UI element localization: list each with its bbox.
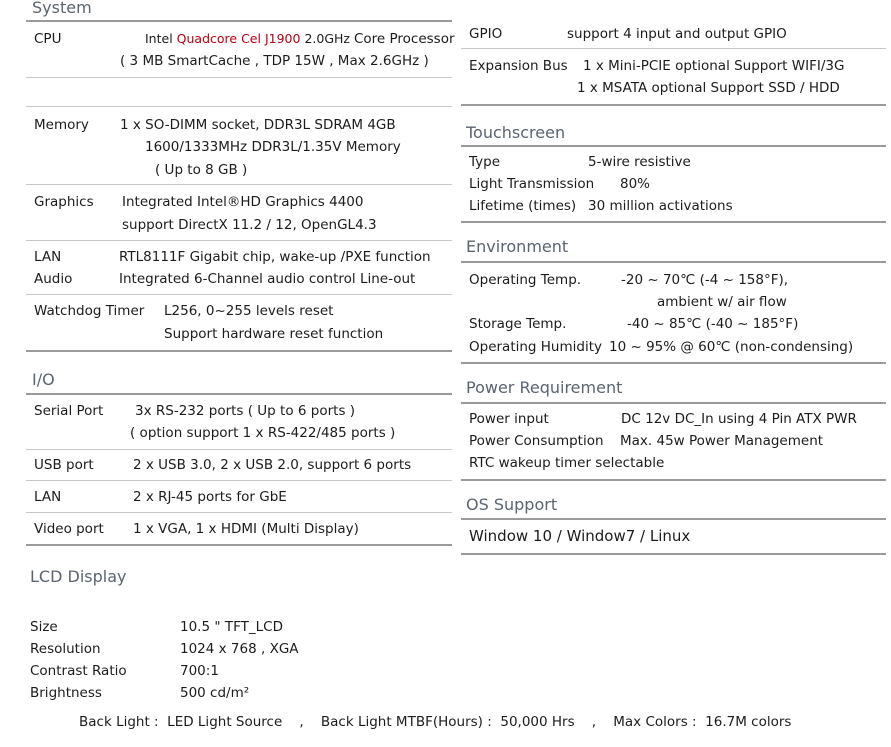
cpu-value [145, 29, 455, 49]
power-input-label: Power input [469, 411, 549, 427]
expansion-bus-line-2: 1 x MSATA optional Support SSD / HDD [577, 80, 840, 96]
cpu-cache-line: ( 3 MB SmartCache , TDP 15W , Max 2.6GHz ) [120, 53, 429, 69]
usb-port-value: 2 x USB 3.0, 2 x USB 2.0, support 6 ports [133, 457, 412, 473]
expansion-bus-label: Expansion Bus [469, 58, 568, 74]
rule [26, 240, 452, 241]
power-input-value: DC 12v DC_In using 4 Pin ATX PWR [621, 411, 857, 427]
lcd-size-value: 10.5 " TFT_LCD [180, 619, 283, 635]
lcd-resolution-label: Resolution [30, 641, 101, 657]
audio-label: Audio [34, 271, 73, 287]
graphics-label: Graphics [34, 194, 94, 210]
humidity-label: Operating Humidity [469, 339, 602, 355]
graphics-line-2: support DirectX 11.2 / 12, OpenGL4.3 [122, 217, 377, 233]
cpu-suffix: Core Processor [353, 31, 455, 47]
serial-port-line-2: ( option support 1 x RS-422/485 ports ) [130, 425, 396, 441]
usb-port-label: USB port [34, 457, 94, 473]
touch-type-value: 5-wire resistive [588, 154, 691, 170]
touchscreen-bottom-rule [461, 221, 886, 223]
storage-temp-value: -40 ~ 85℃ (-40 ~ 185°F) [627, 316, 799, 332]
io-lan-label: LAN [34, 489, 62, 505]
lan-label: LAN [34, 249, 62, 265]
lifetime-value: 30 million activations [588, 198, 733, 214]
rule [26, 480, 452, 481]
operating-temp-label: Operating Temp. [469, 272, 582, 288]
serial-port-label: Serial Port [34, 403, 104, 419]
gpio-value: support 4 input and output GPIO [567, 26, 787, 42]
system-bottom-rule [26, 350, 452, 352]
cpu-frequency: 2.0GHz [304, 31, 350, 46]
audio-value: Integrated 6-Channel audio control Line-out [119, 271, 416, 287]
video-port-value: 1 x VGA, 1 x HDMI (Multi Display) [133, 521, 359, 537]
rtc-wakeup: RTC wakeup timer selectable [469, 455, 665, 471]
lcd-contrast-value: 700:1 [180, 663, 219, 679]
gpio-label: GPIO [469, 26, 503, 42]
power-bottom-rule [461, 479, 886, 481]
system-top-rule [26, 20, 452, 22]
rule [26, 512, 452, 513]
light-transmission-value: 80% [620, 176, 651, 192]
os-top-rule [461, 518, 886, 520]
rule [26, 77, 452, 78]
light-transmission-label: Light Transmission [469, 176, 595, 192]
lcd-contrast-label: Contrast Ratio [30, 663, 127, 679]
power-consumption-value: Max. 45w Power Management [620, 433, 824, 449]
memory-line-3: ( Up to 8 GB ) [155, 162, 248, 178]
power-consumption-label: Power Consumption [469, 433, 604, 449]
watchdog-line-1: L256, 0~255 levels reset [164, 303, 334, 319]
power-top-rule [461, 402, 886, 404]
lcd-display-title: LCD Display [30, 567, 127, 586]
io-title: I/O [32, 370, 55, 389]
power-title: Power Requirement [466, 378, 623, 397]
rule [461, 48, 886, 49]
environment-bottom-rule [461, 362, 886, 364]
touchscreen-top-rule [461, 145, 886, 147]
os-support-title: OS Support [466, 495, 558, 514]
lcd-footer-specs: Back Light : LED Light Source , Back Light MTBF(Hours) : 50,000 Hrs , Max Colors : 16.7M colors [79, 714, 792, 730]
environment-top-rule [461, 261, 886, 263]
rule [26, 294, 452, 295]
memory-label: Memory [34, 117, 89, 133]
expansion-bus-line-1: 1 x Mini-PCIE optional Support WIFI/3G [583, 58, 845, 74]
touch-type-label: Type [469, 154, 501, 170]
humidity-value: 10 ~ 95% @ 60℃ (non-condensing) [609, 339, 854, 355]
io-top-rule [26, 393, 452, 395]
storage-temp-label: Storage Temp. [469, 316, 567, 332]
rule [26, 184, 452, 185]
operating-temp-line-2: ambient w/ air flow [657, 294, 787, 310]
operating-temp-line-1: -20 ~ 70℃ (-4 ~ 158°F), [621, 272, 789, 288]
os-bottom-rule [461, 553, 886, 555]
memory-line-1: 1 x SO-DIMM socket, DDR3L SDRAM 4GB [120, 117, 396, 133]
os-support-value: Window 10 / Window7 / Linux [469, 527, 691, 545]
memory-line-2: 1600/1333MHz DDR3L/1.35V Memory [145, 139, 401, 155]
expansion-bottom-rule [461, 104, 886, 106]
lan-value: RTL8111F Gigabit chip, wake-up /PXE function [119, 249, 431, 265]
cpu-label: CPU [34, 31, 62, 47]
watchdog-line-2: Support hardware reset function [164, 326, 384, 342]
lcd-brightness-label: Brightness [30, 685, 102, 701]
lcd-size-label: Size [30, 619, 58, 635]
lcd-brightness-value: 500 cd/m² [180, 685, 250, 701]
io-lan-value: 2 x RJ-45 ports for GbE [133, 489, 287, 505]
cpu-brand: Intel [145, 31, 173, 46]
lifetime-label: Lifetime (times) [469, 198, 577, 214]
graphics-line-1: Integrated Intel®HD Graphics 4400 [122, 194, 364, 210]
lcd-resolution-value: 1024 x 768 , XGA [180, 641, 299, 657]
watchdog-label: Watchdog Timer [34, 303, 145, 319]
rule [26, 106, 452, 107]
touchscreen-title: Touchscreen [466, 123, 566, 142]
cpu-model: Quadcore Cel J1900 [176, 31, 301, 46]
system-title: System [32, 0, 92, 17]
serial-port-line-1: 3x RS-232 ports ( Up to 6 ports ) [135, 403, 356, 419]
rule [26, 449, 452, 450]
io-bottom-rule [26, 544, 452, 546]
environment-title: Environment [466, 237, 569, 256]
video-port-label: Video port [34, 521, 104, 537]
